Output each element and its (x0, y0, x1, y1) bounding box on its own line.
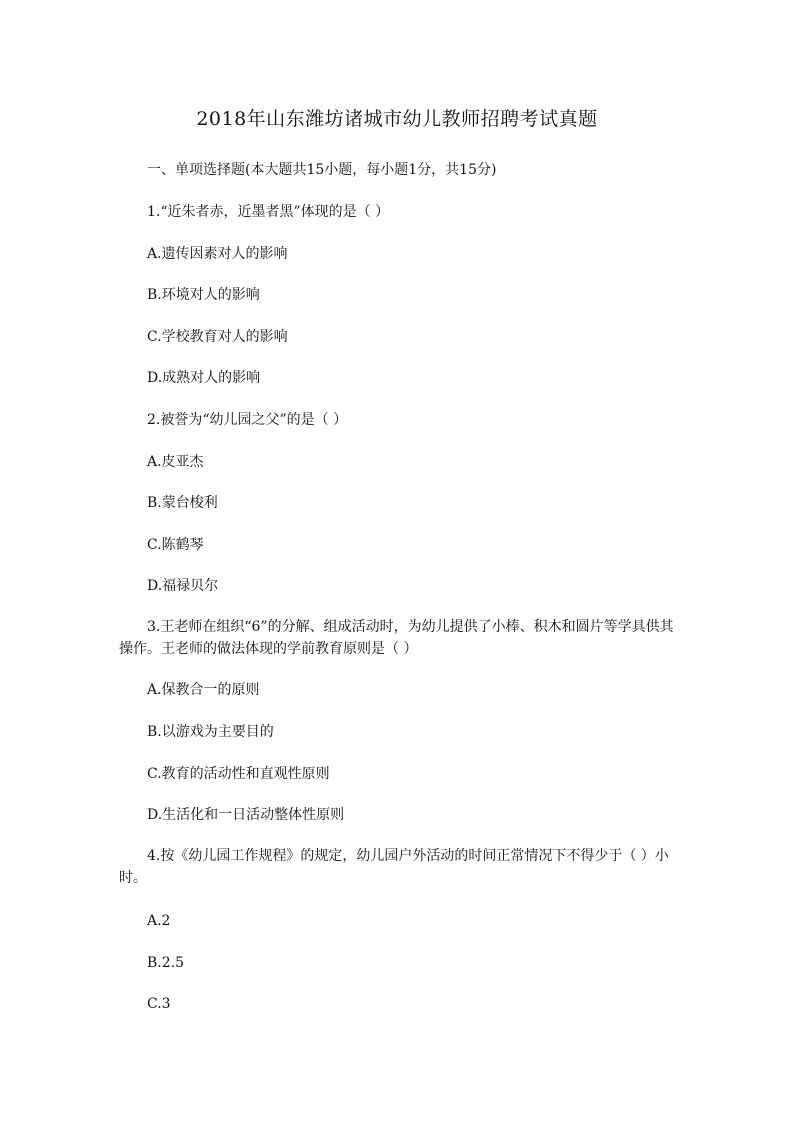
question-3-option-a: A.保教合一的原则 (147, 682, 260, 698)
question-4-option-c: C.3 (147, 996, 171, 1012)
question-1-option-b: B.环境对人的影响 (147, 287, 260, 303)
section-heading: 一、单项选择题(本大题共15小题，每小题1分，共15分) (147, 162, 497, 178)
question-1-option-a: A.遗传因素对人的影响 (147, 246, 288, 262)
question-2-stem: 2.被誉为“幼儿园之父”的是（ ） (147, 412, 348, 428)
question-2-option-c: C.陈鹤琴 (147, 537, 204, 553)
question-1-option-d: D.成熟对人的影响 (147, 370, 261, 386)
question-2-option-d: D.福禄贝尔 (147, 578, 219, 594)
question-2-option-b: B.蒙台梭利 (147, 495, 218, 511)
question-4-option-a: A.2 (147, 913, 171, 929)
question-3-option-b: B.以游戏为主要目的 (147, 724, 274, 740)
question-4-stem: 4.按《幼儿园工作规程》的规定，幼儿园户外活动的时间正常情况下不得少于（ ）小时。 (119, 848, 669, 886)
question-3-option-d: D.生活化和一日活动整体性原则 (147, 807, 345, 823)
question-1-stem: 1.“近朱者赤，近墨者黑”体现的是（ ） (147, 204, 390, 220)
question-4-option-b: B.2.5 (147, 955, 185, 971)
question-3-option-c: C.教育的活动性和直观性原则 (147, 766, 330, 782)
question-1-option-c: C.学校教育对人的影响 (147, 329, 288, 345)
document-title: 2018年山东潍坊诸城市幼儿教师招聘考试真题 (196, 108, 598, 130)
question-2-option-a: A.皮亚杰 (147, 454, 204, 470)
question-3-stem: 3.王老师在组织“6”的分解、组成活动时，为幼儿提供了小棒、积木和圆片等学具供其操作。王老师的做法体现的学前教育原则是（ ） (119, 619, 674, 657)
